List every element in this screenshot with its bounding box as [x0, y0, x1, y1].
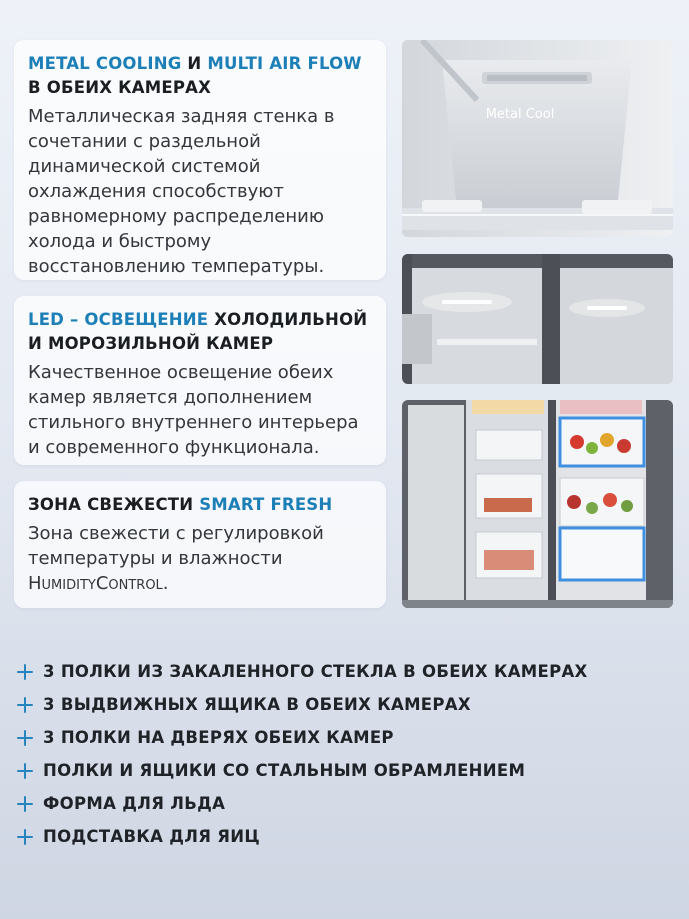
list-item	[16, 787, 676, 820]
card-title	[28, 52, 372, 100]
photo-metal-cool-interior	[402, 40, 673, 237]
title-joiner: И	[181, 54, 208, 73]
title-accent: MULTI AIR FLOW	[207, 54, 362, 73]
list-item	[16, 754, 676, 787]
plus-icon	[16, 795, 34, 813]
metal-cool-label: Metal Cool	[485, 107, 555, 122]
list-item	[16, 820, 676, 853]
plus-icon	[16, 762, 34, 780]
photo-led-lighting	[402, 254, 673, 384]
feature-label: ПОДСТАВКА ДЛЯ ЯИЦ	[43, 827, 261, 846]
plus-icon	[16, 729, 34, 747]
title-accent: METAL COOLING	[28, 54, 182, 73]
photo-smart-fresh-drawers	[402, 400, 673, 608]
feature-list	[16, 655, 676, 853]
plus-icon	[16, 696, 34, 714]
title-plain: ЗОНА СВЕЖЕСТИ	[28, 495, 200, 514]
title-accent: SMART FRESH	[199, 495, 333, 514]
feature-label: 3 ПОЛКИ ИЗ ЗАКАЛЕННОГО СТЕКЛА В ОБЕИХ КАМЕРАХ	[43, 662, 588, 681]
list-item	[16, 655, 676, 688]
humidity-control-brand: HumidityControl.	[28, 573, 169, 594]
list-item	[16, 688, 676, 721]
feature-card-led-lighting	[14, 296, 386, 465]
feature-label: 3 ВЫДВИЖНЫХ ЯЩИКА В ОБЕИХ КАМЕРАХ	[43, 695, 471, 714]
card-title	[28, 493, 372, 517]
feature-label: ФОРМА ДЛЯ ЛЬДА	[43, 794, 226, 813]
title-accent: LED – ОСВЕЩЕНИЕ	[28, 310, 209, 329]
card-description	[28, 521, 372, 596]
plus-icon	[16, 828, 34, 846]
fridge-interior-illustration	[402, 40, 673, 237]
feature-card-metal-cooling	[14, 40, 386, 280]
description-text: Зона свежести с регулировкой температуры и влажности	[28, 523, 324, 569]
feature-card-smart-fresh	[14, 481, 386, 608]
card-title	[28, 308, 372, 356]
title-line: В ОБЕИХ КАМЕРАХ	[28, 78, 212, 97]
feature-label: 3 ПОЛКИ НА ДВЕРЯХ ОБЕИХ КАМЕР	[43, 728, 394, 747]
plus-icon	[16, 663, 34, 681]
card-description: Металлическая задняя стенка в сочетании с раздельной динамической системой охлаждения способствуют равномерному распределению холода и быстрому восстановлению температуры.	[28, 106, 335, 277]
feature-label: ПОЛКИ И ЯЩИКИ СО СТАЛЬНЫМ ОБРАМЛЕНИЕМ	[43, 761, 526, 780]
list-item	[16, 721, 676, 754]
card-description: Качественное освещение обеих камер является дополнением стильного внутреннего интерьера и современного функционала.	[28, 362, 359, 458]
title-rest: ХОЛОДИЛЬНОЙ И МОРОЗИЛЬНОЙ КАМЕР	[28, 310, 368, 353]
fridge-drawers-illustration	[402, 400, 673, 608]
fridge-led-illustration	[402, 254, 673, 384]
